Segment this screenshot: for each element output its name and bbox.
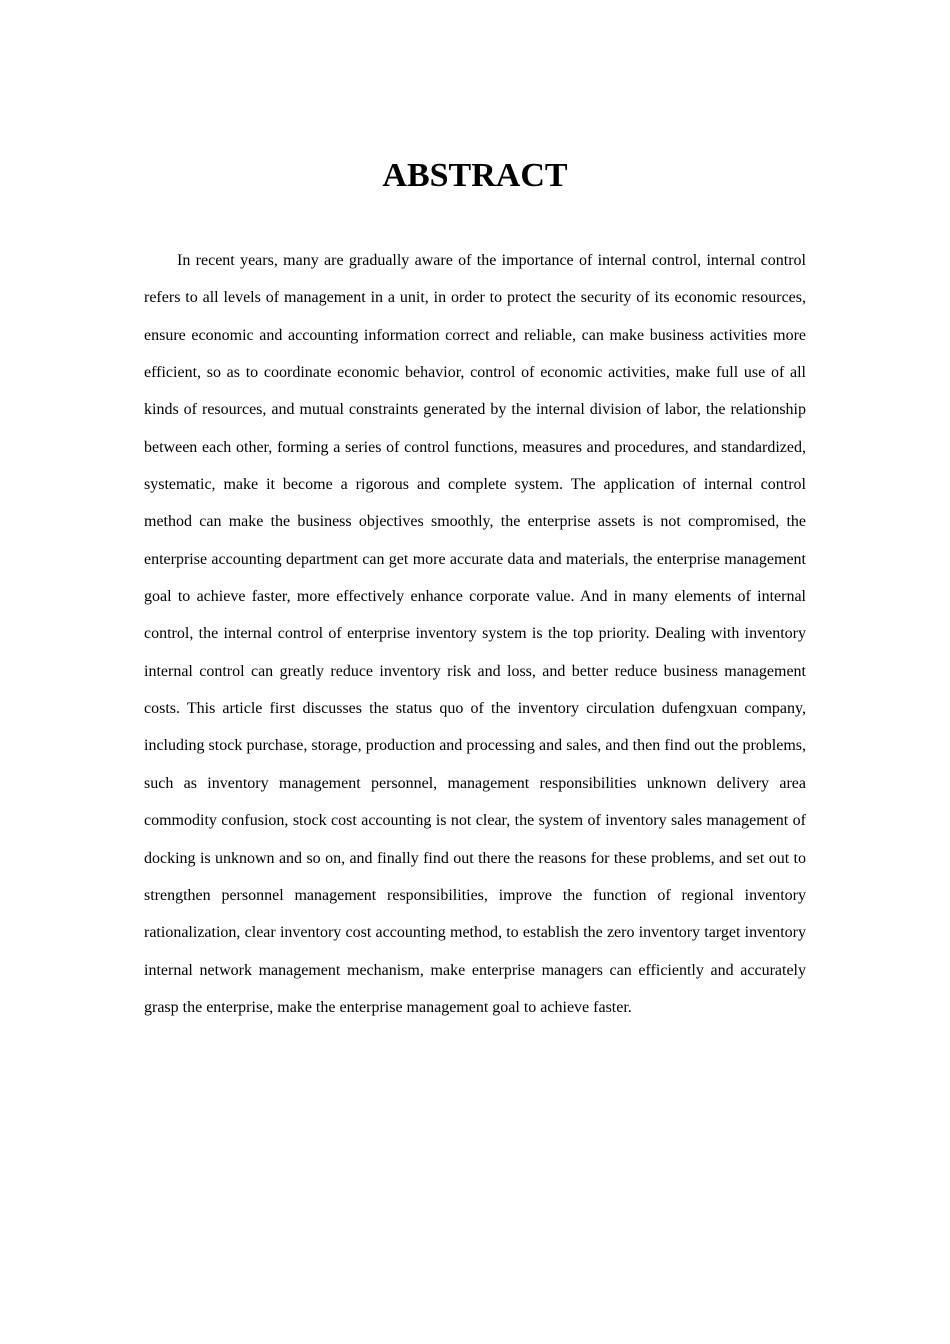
abstract-paragraph: In recent years, many are gradually aware of the importance of internal control, internal control refers to all levels of management in a unit, in order to protect the security of its economic resources, ensure economic and accounting information correct and reliable, can make business activities more efficient, so as to coordinate economic behavior, control of economic activities, make full use of all kinds of resources, and mutual constraints generated by the internal division of labor, the relationship between each other, forming a series of control functions, measures and procedures, and standardized, systematic, make it become a rigorous and complete system. The application of internal control method can make the business objectives smoothly, the enterprise assets is not compromised, the enterprise accounting department can get more accurate data and materials, the enterprise management goal to achieve faster, more effectively enhance corporate value. And in many elements of internal control, the internal control of enterprise inventory system is the top priority. Dealing with inventory internal control can greatly reduce inventory risk and loss, and better reduce business management costs. This article first discusses the status quo of the inventory circulation dufengxuan company, including stock purchase, storage, production and processing and sales, and then find out the problems, such as inventory management personnel, management responsibilities unknown delivery area commodity confusion, stock cost accounting is not clear, the system of inventory sales management of docking is unknown and so on, and finally find out there the reasons for these problems, and set out to strengthen personnel management responsibilities, improve the function of regional inventory rationalization, clear inventory cost accounting method, to establish the zero inventory target inventory internal network management mechanism, make enterprise managers can efficiently and accurately grasp the enterprise, make the enterprise management goal to achieve faster. (144, 252, 806, 1016)
page-title: ABSTRACT (382, 157, 568, 194)
